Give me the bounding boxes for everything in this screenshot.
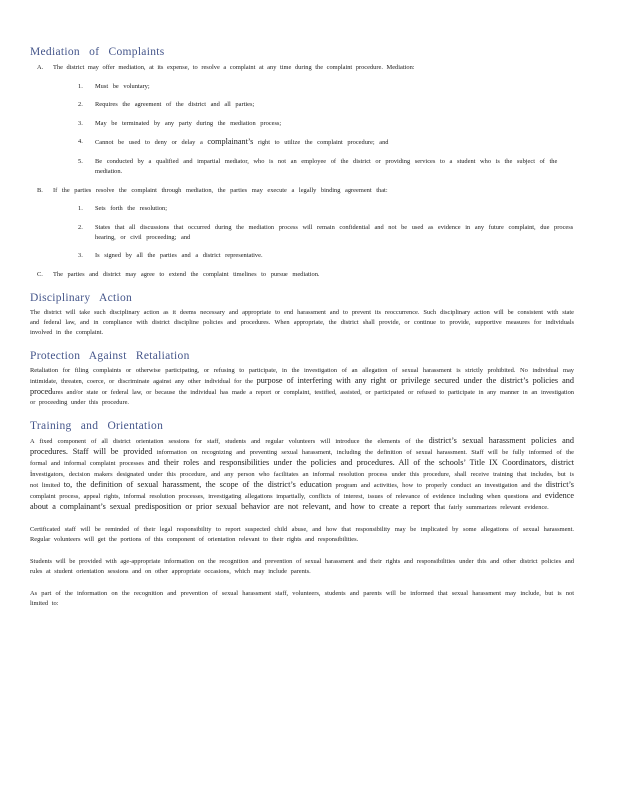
training-paragraph-3: Students will be provided with age-appropriate information on the recognition and prevention of sexual harassment and their rights and responsibilities under this and other district policies and rules at student orientation sessions and on other appropriate occasions, which may include parents. <box>30 558 574 575</box>
list-item <box>53 223 574 243</box>
list-item-text: May be terminated by any party during the mediation process; <box>95 119 282 127</box>
mediation-a-sublist <box>53 82 574 177</box>
training-paragraph-4: As part of the information on the recognition and prevention of sexual harassment staff, volunteers, students and parents will be informed that sexual harassment may include, but is not limited to: <box>30 590 574 607</box>
list-item-text: Must be voluntary; <box>95 82 150 90</box>
text-run: nvestigators, decision makers designated under this procedure, and any person who facilitates an informal resolution process under this procedure, shall receive training that includes, but is not limited <box>30 471 574 489</box>
list-item <box>53 204 574 214</box>
mediation-b-sublist <box>53 204 574 261</box>
text-run-large: district’s <box>545 480 574 489</box>
heading-protection-against-retaliation: Protection Against Retaliation <box>30 350 190 362</box>
list-item-text: Is signed by all the parties and a district representative. <box>95 252 263 259</box>
list-item-text: Be conducted by a qualified and impartial mediator, who is not an employee of the district or providing services to a student who is the subject of the mediation. <box>95 157 558 175</box>
training-paragraph-1 <box>30 436 574 513</box>
list-item <box>53 251 574 261</box>
list-marker: 3. <box>78 252 83 259</box>
list-item-text <box>95 139 388 146</box>
text-run-large: complainant’s <box>207 137 254 146</box>
list-item-text: If the parties resolve the complaint through mediation, the parties may execute a legally binding agreement that: <box>53 186 388 194</box>
list-marker: A. <box>37 64 44 71</box>
list-item <box>53 137 574 148</box>
list-item <box>53 82 574 92</box>
text-run-large: purpose of interfering with any right or privilege secured under the district’s policies and proced <box>30 376 574 396</box>
list-item <box>53 157 574 177</box>
list-item-text: The district may offer mediation, at its expense, to resolve a complaint at any time during the complaint procedure. Mediation: <box>53 64 415 71</box>
list-marker: B. <box>37 186 43 194</box>
disciplinary-paragraph: The district will take such disciplinary action as it deems necessary and appropriate to end harassment and to prevent its reoccurrence. Such disciplinary action will be consistent with state and federal law, and in compliance with district discipline policies and procedures. When appropriate, the district shall provide, or continue to provide, supportive measures for individuals involved in the complaint. <box>30 309 574 336</box>
text-run: program and activities, how to properly conduct an investigation and the <box>335 482 543 489</box>
list-marker: 2. <box>78 223 83 231</box>
list-item-text: Requires the agreement of the district and all parties; <box>95 101 255 108</box>
list-item <box>53 119 574 129</box>
list-marker: 2. <box>78 101 83 108</box>
text-run-large: evidence about a complainant’s sexual predisposition or prior sexual behavior are not relevant, and how to create a report th <box>30 491 574 511</box>
list-marker: 3. <box>78 119 83 127</box>
text-run: Retaliation for filing complaints or otherwise participating, or refusing to participate, in the investigation of an allegation of sexual harassment is strictly prohibited. No individual may intimidate, threaten, coerce, or discriminate against any other individual for the <box>30 367 574 385</box>
list-marker: 1. <box>78 82 83 90</box>
text-run-large: district’s sexual harassment policies and procedures. Staff will be provided <box>30 436 574 456</box>
list-marker: 5. <box>78 157 83 165</box>
list-item-text: Sets forth the resolution; <box>95 205 168 212</box>
text-run-large: and their roles and responsibilities under the policies and procedures. All of the schools’ Title IX Coordinators, district i <box>30 458 575 478</box>
mediation-item-c <box>30 270 574 280</box>
list-marker: 1. <box>78 205 83 212</box>
text-run: complaint process, appeal rights, informal resolution processes, investigating allegations impartially, conflicts of interest, issues of relevance of evidence including when questions and <box>30 493 542 500</box>
mediation-item-b <box>30 186 574 262</box>
text-run: at fairly summarizes relevant evidence. <box>440 504 549 511</box>
heading-disciplinary-action: Disciplinary Action <box>30 292 133 304</box>
heading-training-and-orientation: Training and Orientation <box>30 420 164 432</box>
mediation-list <box>30 63 574 280</box>
text-run: A fixed component of all district orientation sessions for staff, students and regular volunteers will introduce the elements of the <box>30 438 424 445</box>
text-run: Cannot be used to deny or delay a <box>95 139 203 146</box>
text-run-large: to, the definition of sexual harassment, the scope of the district’s education <box>63 480 332 489</box>
text-run: information on recognizing and preventing sexual harassment, including the definition of sexual harassment. Staff will be fully informed of the formal and informal complaint processes <box>30 449 574 467</box>
list-item <box>53 100 574 110</box>
text-run: right to utilize the complaint procedure; and <box>257 139 389 146</box>
text-run: ures and/or state or federal law, or because the individual has made a report or complaint, testified, assisted, or participated or refused to participate in any manner in an investigation or proceeding under this procedure. <box>30 389 574 406</box>
heading-mediation: Mediation of Complaints <box>30 46 165 58</box>
list-item-text: The parties and district may agree to extend the complaint timelines to pursue mediation. <box>53 271 320 278</box>
mediation-item-a <box>30 63 574 177</box>
list-marker: 4. <box>78 138 83 145</box>
protection-paragraph <box>30 366 574 408</box>
list-marker: C. <box>37 271 43 278</box>
list-item-text: States that all discussions that occurred during the mediation process will remain confidential and not be used as evidence in any future complaint, due process hearing, or civil proceeding; and <box>95 223 574 241</box>
training-paragraph-2: Certificated staff will be reminded of their legal responsibility to report suspected child abuse, and how that responsibility may be implicated by some allegations of sexual harassment. Regular volunteers will get the portions of this component of orientation relevant to their rights and responsibilities. <box>30 526 574 543</box>
